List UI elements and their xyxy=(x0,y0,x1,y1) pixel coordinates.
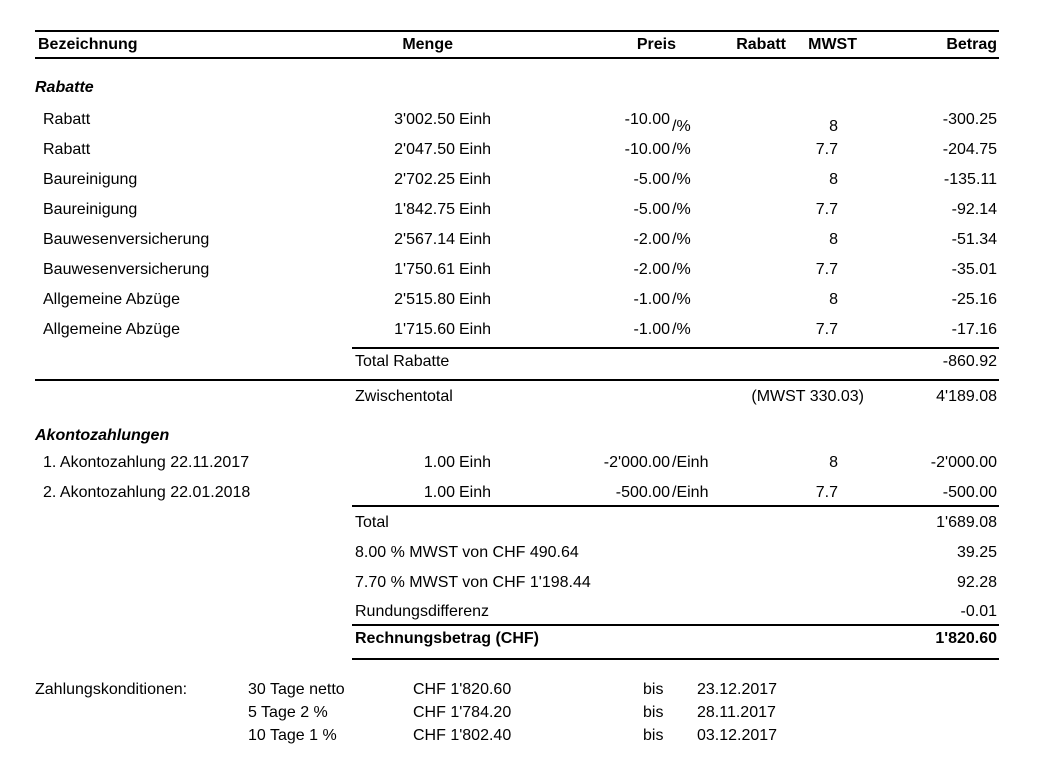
table-header-rule xyxy=(35,57,999,59)
row-menge-unit: Einh xyxy=(459,231,492,248)
table-row xyxy=(35,200,999,220)
table-header-row xyxy=(35,35,999,55)
row-bezeichnung: Baureinigung xyxy=(43,201,138,218)
row-preis-unit: /Einh xyxy=(672,454,709,471)
payment-term: 5 Tage 2 % xyxy=(248,704,328,721)
row-preis: -10.00 xyxy=(624,141,670,158)
zwischentotal-mwst-note: (MWST 330.03) xyxy=(751,388,864,405)
row-menge: 2'702.25 xyxy=(394,171,455,188)
summary-row-rundungsdifferenz xyxy=(352,602,999,622)
row-betrag: -35.01 xyxy=(951,261,997,278)
payment-term: 30 Tage netto xyxy=(248,681,345,698)
rabatte-total-rule xyxy=(352,347,999,349)
row-mwst: 7.7 xyxy=(815,321,838,338)
zwischentotal-row xyxy=(352,387,999,407)
row-bezeichnung: Bauwesenversicherung xyxy=(43,261,210,278)
rabatte-total-amount: -860.92 xyxy=(942,353,997,370)
row-betrag: -135.11 xyxy=(943,171,997,188)
row-menge-unit: Einh xyxy=(459,171,492,188)
payment-amount: CHF 1'802.40 xyxy=(413,727,512,744)
table-row xyxy=(35,260,999,280)
row-menge-unit: Einh xyxy=(459,111,492,128)
row-bezeichnung: Bauwesenversicherung xyxy=(43,231,210,248)
zwischentotal-label: Zwischentotal xyxy=(355,388,453,405)
summary-top-rule xyxy=(352,505,999,507)
column-header-mwst: MWST xyxy=(808,36,857,53)
row-preis-unit: /% xyxy=(672,118,691,135)
column-header-menge: Menge xyxy=(402,36,453,53)
summary-row-total xyxy=(352,513,999,533)
table-row xyxy=(35,290,999,310)
table-row xyxy=(35,230,999,250)
summary-label: Rundungsdifferenz xyxy=(355,603,490,620)
payment-term: 10 Tage 1 % xyxy=(248,727,337,744)
row-bezeichnung: Rabatt xyxy=(43,141,91,158)
row-preis-unit: /% xyxy=(672,141,691,158)
row-preis: -10.00 xyxy=(624,111,670,128)
payment-due-date: 28.11.2017 xyxy=(697,704,776,721)
payment-bis-label: bis xyxy=(643,681,664,698)
row-menge-unit: Einh xyxy=(459,321,492,338)
row-preis-unit: /% xyxy=(672,321,691,338)
row-bezeichnung: Allgemeine Abzüge xyxy=(43,291,180,308)
row-mwst: 7.7 xyxy=(815,141,838,158)
table-row xyxy=(35,140,999,160)
row-bezeichnung: Allgemeine Abzüge xyxy=(43,321,180,338)
row-preis: -5.00 xyxy=(633,171,670,188)
rabatte-total-row xyxy=(352,352,999,372)
row-betrag: -92.14 xyxy=(951,201,997,218)
summary-amount: 1'689.08 xyxy=(936,514,997,531)
row-mwst: 7.7 xyxy=(815,484,838,501)
row-preis: -5.00 xyxy=(633,201,670,218)
row-menge-unit: Einh xyxy=(459,141,492,158)
row-preis: -2.00 xyxy=(633,231,670,248)
row-preis-unit: /Einh xyxy=(672,484,709,501)
payment-amount: CHF 1'784.20 xyxy=(413,704,512,721)
table-row xyxy=(35,170,999,190)
row-menge-unit: Einh xyxy=(459,261,492,278)
row-mwst: 8 xyxy=(829,118,838,135)
summary-label: 8.00 % MWST von CHF 490.64 xyxy=(355,544,579,561)
payment-conditions-row xyxy=(35,726,999,746)
summary-label: 7.70 % MWST von CHF 1'198.44 xyxy=(355,574,591,591)
payment-conditions-label: Zahlungskonditionen: xyxy=(35,681,188,698)
row-mwst: 7.7 xyxy=(815,261,838,278)
payment-conditions-row xyxy=(35,703,999,723)
row-betrag: -204.75 xyxy=(942,141,997,158)
row-bezeichnung: Baureinigung xyxy=(43,171,138,188)
grand-total-bottom-rule xyxy=(352,658,999,660)
payment-bis-label: bis xyxy=(643,727,664,744)
section-title-rabatte: Rabatte xyxy=(35,79,94,96)
zwischentotal-amount: 4'189.08 xyxy=(936,388,997,405)
row-betrag: -500.00 xyxy=(942,484,997,501)
rabatte-total-label: Total Rabatte xyxy=(355,353,450,370)
row-menge: 2'047.50 xyxy=(394,141,455,158)
row-preis-unit: /% xyxy=(672,261,691,278)
row-preis-unit: /% xyxy=(672,201,691,218)
row-mwst: 8 xyxy=(829,454,838,471)
table-row xyxy=(35,320,999,340)
row-preis-unit: /% xyxy=(672,171,691,188)
row-bezeichnung: 1. Akontozahlung 22.11.2017 xyxy=(43,454,250,471)
row-menge: 1.00 xyxy=(423,454,455,471)
row-bezeichnung: Rabatt xyxy=(43,111,91,128)
summary-amount: 92.28 xyxy=(956,574,997,591)
table-row xyxy=(35,110,999,135)
row-betrag: -300.25 xyxy=(942,111,997,128)
row-menge-unit: Einh xyxy=(459,201,492,218)
row-mwst: 7.7 xyxy=(815,201,838,218)
row-mwst: 8 xyxy=(829,291,838,308)
grand-total-row xyxy=(352,629,999,649)
payment-conditions-row xyxy=(35,680,999,700)
row-preis: -2'000.00 xyxy=(603,454,670,471)
row-preis: -2.00 xyxy=(633,261,670,278)
row-betrag: -17.16 xyxy=(951,321,997,338)
row-betrag: -2'000.00 xyxy=(930,454,997,471)
row-preis-unit: /% xyxy=(672,291,691,308)
summary-row-mwst-77 xyxy=(352,573,999,593)
summary-row-mwst-8 xyxy=(352,543,999,563)
row-menge-unit: Einh xyxy=(459,291,492,308)
grand-total-label: Rechnungsbetrag (CHF) xyxy=(355,630,539,647)
grand-total-amount: 1'820.60 xyxy=(935,630,997,647)
grand-total-top-rule xyxy=(352,624,999,626)
row-menge: 1.00 xyxy=(423,484,455,501)
summary-amount: 39.25 xyxy=(956,544,997,561)
row-menge-unit: Einh xyxy=(459,454,492,471)
row-bezeichnung: 2. Akontozahlung 22.01.2018 xyxy=(43,484,251,501)
column-header-betrag: Betrag xyxy=(946,36,997,53)
column-header-rabatt: Rabatt xyxy=(736,36,786,53)
payment-bis-label: bis xyxy=(643,704,664,721)
summary-amount: -0.01 xyxy=(960,603,997,620)
row-mwst: 8 xyxy=(829,171,838,188)
table-row xyxy=(35,483,999,503)
row-preis: -1.00 xyxy=(633,321,670,338)
row-menge: 1'715.60 xyxy=(394,321,455,338)
row-preis: -1.00 xyxy=(633,291,670,308)
column-header-preis: Preis xyxy=(636,36,676,53)
row-betrag: -25.16 xyxy=(951,291,997,308)
row-menge: 1'750.61 xyxy=(394,261,455,278)
payment-amount: CHF 1'820.60 xyxy=(413,681,512,698)
payment-due-date: 03.12.2017 xyxy=(697,727,778,744)
row-preis: -500.00 xyxy=(615,484,670,501)
table-top-rule xyxy=(35,30,999,32)
zwischentotal-rule xyxy=(35,379,999,381)
summary-label: Total xyxy=(355,514,389,531)
row-menge: 2'515.80 xyxy=(394,291,455,308)
table-row xyxy=(35,453,999,473)
section-title-akontozahlungen: Akontozahlungen xyxy=(35,427,170,444)
row-preis-unit: /% xyxy=(672,231,691,248)
row-betrag: -51.34 xyxy=(951,231,997,248)
payment-due-date: 23.12.2017 xyxy=(697,681,778,698)
row-menge: 1'842.75 xyxy=(394,201,455,218)
row-mwst: 8 xyxy=(829,231,838,248)
row-menge: 3'002.50 xyxy=(394,111,455,128)
column-header-bezeichnung: Bezeichnung xyxy=(38,36,138,53)
row-menge: 2'567.14 xyxy=(394,231,455,248)
row-menge-unit: Einh xyxy=(459,484,492,501)
